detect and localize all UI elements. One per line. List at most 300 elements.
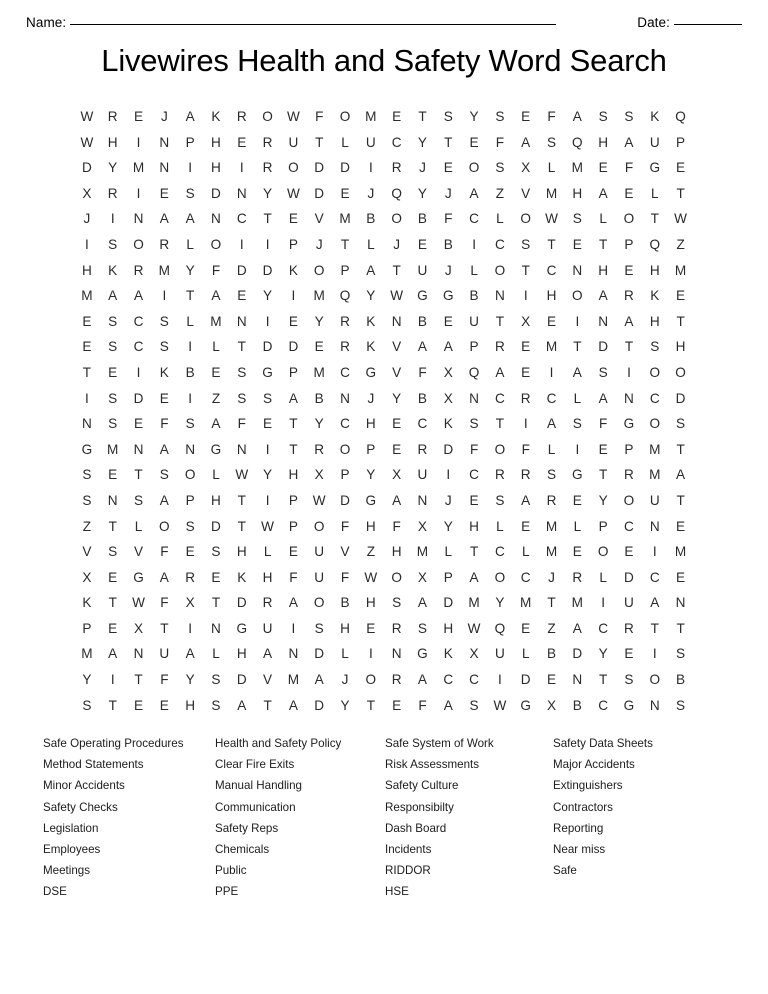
grid-cell[interactable]: N bbox=[417, 492, 428, 508]
word-list-item[interactable]: Major Accidents bbox=[553, 758, 635, 772]
grid-cell[interactable]: I bbox=[652, 544, 657, 560]
grid-cell[interactable]: L bbox=[496, 518, 504, 534]
grid-cell[interactable]: S bbox=[572, 416, 582, 432]
grid-cell[interactable]: U bbox=[649, 134, 660, 150]
grid-cell[interactable]: X bbox=[392, 467, 402, 483]
grid-cell[interactable]: Q bbox=[649, 236, 661, 252]
grid-cell[interactable]: I bbox=[523, 416, 528, 432]
grid-cell[interactable]: D bbox=[572, 646, 583, 662]
grid-cell[interactable]: A bbox=[185, 211, 195, 227]
grid-cell[interactable]: S bbox=[237, 390, 247, 406]
grid-cell[interactable]: N bbox=[107, 492, 118, 508]
grid-cell[interactable]: W bbox=[132, 595, 145, 611]
grid-cell[interactable]: S bbox=[263, 390, 273, 406]
grid-cell[interactable]: U bbox=[159, 646, 170, 662]
grid-cell[interactable]: G bbox=[81, 441, 93, 457]
grid-cell[interactable]: A bbox=[314, 672, 324, 688]
grid-cell[interactable]: O bbox=[339, 441, 351, 457]
grid-cell[interactable]: S bbox=[159, 467, 169, 483]
grid-cell[interactable]: M bbox=[545, 544, 558, 560]
grid-cell[interactable]: U bbox=[494, 646, 505, 662]
grid-cell[interactable]: E bbox=[340, 185, 350, 201]
grid-cell[interactable]: G bbox=[520, 697, 531, 713]
grid-cell[interactable]: I bbox=[110, 672, 115, 688]
grid-cell[interactable]: G bbox=[623, 416, 635, 432]
grid-cell[interactable]: Z bbox=[547, 620, 556, 636]
grid-cell[interactable]: B bbox=[417, 390, 427, 406]
grid-cell[interactable]: V bbox=[82, 544, 92, 560]
grid-cell[interactable]: H bbox=[675, 339, 686, 355]
grid-cell[interactable]: D bbox=[133, 390, 144, 406]
grid-cell[interactable]: E bbox=[108, 569, 118, 585]
grid-cell[interactable]: C bbox=[494, 544, 505, 560]
grid-cell[interactable]: J bbox=[341, 672, 349, 688]
grid-cell[interactable]: A bbox=[211, 288, 221, 304]
grid-cell[interactable]: M bbox=[571, 160, 583, 176]
grid-cell[interactable]: A bbox=[521, 492, 531, 508]
grid-cell[interactable]: D bbox=[236, 595, 247, 611]
grid-cell[interactable]: I bbox=[188, 339, 193, 355]
grid-cell[interactable]: Y bbox=[366, 288, 376, 304]
grid-cell[interactable]: C bbox=[340, 416, 350, 432]
grid-cell[interactable]: O bbox=[623, 211, 635, 227]
grid-cell[interactable]: E bbox=[159, 697, 169, 713]
grid-cell[interactable]: M bbox=[545, 185, 558, 201]
grid-cell[interactable]: A bbox=[443, 339, 453, 355]
grid-cell[interactable]: I bbox=[549, 364, 554, 380]
grid-cell[interactable]: T bbox=[366, 697, 375, 713]
grid-cell[interactable]: E bbox=[288, 544, 298, 560]
grid-cell[interactable]: T bbox=[547, 236, 556, 252]
grid-cell[interactable]: T bbox=[573, 339, 582, 355]
grid-cell[interactable]: C bbox=[236, 211, 247, 227]
grid-cell[interactable]: U bbox=[417, 262, 428, 278]
grid-cell[interactable]: T bbox=[186, 288, 195, 304]
grid-cell[interactable]: T bbox=[521, 262, 530, 278]
grid-cell[interactable]: E bbox=[288, 313, 298, 329]
grid-cell[interactable]: M bbox=[107, 441, 119, 457]
grid-cell[interactable]: J bbox=[444, 185, 452, 201]
word-list-item[interactable]: Contractors bbox=[553, 800, 613, 814]
grid-cell[interactable]: J bbox=[393, 236, 401, 252]
grid-cell[interactable]: S bbox=[443, 109, 453, 124]
grid-cell[interactable]: R bbox=[236, 109, 247, 124]
grid-cell[interactable]: H bbox=[649, 262, 660, 278]
grid-cell[interactable]: D bbox=[340, 492, 350, 508]
grid-cell[interactable]: A bbox=[495, 364, 505, 380]
grid-cell[interactable]: I bbox=[498, 672, 502, 688]
grid-cell[interactable]: A bbox=[288, 390, 298, 406]
grid-cell[interactable]: T bbox=[160, 620, 169, 636]
grid-cell[interactable]: N bbox=[159, 160, 170, 176]
grid-cell[interactable]: E bbox=[572, 544, 582, 560]
grid-cell[interactable]: T bbox=[469, 544, 479, 560]
word-list-item[interactable]: Extinguishers bbox=[553, 779, 623, 793]
grid-cell[interactable]: M bbox=[132, 160, 145, 176]
grid-cell[interactable]: N bbox=[236, 441, 247, 457]
grid-cell[interactable]: N bbox=[598, 313, 609, 329]
grid-cell[interactable]: D bbox=[314, 185, 325, 201]
grid-cell[interactable]: A bbox=[417, 595, 427, 611]
grid-cell[interactable]: T bbox=[444, 134, 453, 150]
grid-cell[interactable]: R bbox=[262, 595, 273, 611]
grid-cell[interactable]: W bbox=[80, 134, 94, 150]
grid-cell[interactable]: S bbox=[314, 620, 324, 636]
grid-cell[interactable]: E bbox=[676, 518, 686, 534]
grid-cell[interactable]: O bbox=[313, 262, 325, 278]
grid-cell[interactable]: I bbox=[85, 390, 89, 406]
grid-cell[interactable]: N bbox=[236, 313, 247, 329]
grid-cell[interactable]: T bbox=[599, 236, 608, 252]
grid-cell[interactable]: L bbox=[599, 211, 607, 227]
grid-cell[interactable]: A bbox=[676, 467, 686, 483]
grid-cell[interactable]: L bbox=[212, 339, 220, 355]
grid-cell[interactable]: O bbox=[597, 544, 609, 560]
grid-cell[interactable]: J bbox=[315, 236, 323, 252]
grid-cell[interactable]: E bbox=[237, 134, 247, 150]
grid-cell[interactable]: R bbox=[624, 288, 634, 304]
word-list-item[interactable]: Chemicals bbox=[215, 842, 270, 856]
grid-cell[interactable]: S bbox=[495, 492, 505, 508]
grid-cell[interactable]: E bbox=[572, 492, 582, 508]
grid-cell[interactable]: C bbox=[598, 697, 609, 713]
grid-cell[interactable]: D bbox=[314, 160, 325, 176]
grid-cell[interactable]: P bbox=[82, 620, 92, 636]
grid-cell[interactable]: E bbox=[133, 697, 144, 713]
grid-cell[interactable]: F bbox=[160, 544, 169, 560]
grid-cell[interactable]: E bbox=[624, 262, 634, 278]
grid-cell[interactable]: T bbox=[599, 672, 608, 688]
grid-cell[interactable]: W bbox=[390, 288, 404, 304]
grid-cell[interactable]: S bbox=[417, 620, 427, 636]
grid-cell[interactable]: R bbox=[107, 185, 118, 201]
grid-cell[interactable]: R bbox=[262, 134, 273, 150]
grid-cell[interactable]: J bbox=[419, 160, 426, 176]
grid-cell[interactable]: S bbox=[624, 672, 634, 688]
grid-cell[interactable]: D bbox=[236, 262, 247, 278]
grid-cell[interactable]: Y bbox=[495, 595, 505, 611]
grid-cell[interactable]: B bbox=[443, 236, 453, 252]
grid-cell[interactable]: T bbox=[495, 416, 505, 432]
grid-cell[interactable]: J bbox=[548, 569, 555, 585]
grid-cell[interactable]: S bbox=[108, 544, 118, 560]
grid-cell[interactable]: I bbox=[136, 185, 141, 201]
grid-cell[interactable]: H bbox=[262, 569, 273, 585]
grid-cell[interactable]: D bbox=[443, 441, 454, 457]
grid-cell[interactable]: W bbox=[286, 109, 300, 124]
grid-cell[interactable]: F bbox=[340, 569, 350, 585]
grid-cell[interactable]: S bbox=[108, 390, 118, 406]
grid-cell[interactable]: E bbox=[624, 646, 634, 662]
grid-cell[interactable]: V bbox=[392, 364, 402, 380]
grid-cell[interactable]: J bbox=[367, 185, 375, 201]
grid-cell[interactable]: U bbox=[624, 595, 634, 611]
grid-cell[interactable]: F bbox=[418, 697, 427, 713]
grid-cell[interactable]: C bbox=[546, 390, 557, 406]
grid-cell[interactable]: E bbox=[676, 569, 686, 585]
grid-cell[interactable]: T bbox=[211, 595, 221, 611]
word-list-item[interactable]: Manual Handling bbox=[215, 779, 303, 793]
grid-cell[interactable]: P bbox=[185, 492, 195, 508]
grid-cell[interactable]: C bbox=[340, 364, 350, 380]
grid-cell[interactable]: I bbox=[472, 236, 476, 252]
word-list-item[interactable]: Near miss bbox=[553, 842, 606, 856]
grid-cell[interactable]: Y bbox=[366, 467, 376, 483]
grid-cell[interactable]: E bbox=[237, 288, 247, 304]
grid-cell[interactable]: C bbox=[469, 467, 479, 483]
grid-cell[interactable]: L bbox=[134, 518, 143, 534]
word-list-item[interactable]: Incidents bbox=[385, 842, 432, 856]
grid-cell[interactable]: K bbox=[159, 364, 169, 380]
grid-cell[interactable]: G bbox=[417, 646, 428, 662]
grid-cell[interactable]: D bbox=[314, 646, 325, 662]
grid-cell[interactable]: D bbox=[314, 697, 325, 713]
grid-cell[interactable]: A bbox=[366, 262, 376, 278]
grid-cell[interactable]: A bbox=[263, 646, 273, 662]
grid-cell[interactable]: M bbox=[365, 109, 377, 124]
grid-cell[interactable]: V bbox=[314, 211, 324, 227]
grid-cell[interactable]: T bbox=[650, 211, 659, 227]
grid-cell[interactable]: E bbox=[624, 544, 634, 560]
grid-cell[interactable]: K bbox=[288, 262, 298, 278]
grid-cell[interactable]: Y bbox=[263, 185, 273, 201]
grid-cell[interactable]: P bbox=[288, 518, 298, 534]
grid-cell[interactable]: A bbox=[546, 416, 557, 432]
grid-cell[interactable]: H bbox=[443, 620, 454, 636]
grid-cell[interactable]: L bbox=[573, 390, 582, 406]
grid-cell[interactable]: Y bbox=[185, 262, 195, 278]
grid-cell[interactable]: Z bbox=[211, 390, 221, 406]
grid-cell[interactable]: D bbox=[236, 672, 247, 688]
grid-cell[interactable]: L bbox=[521, 646, 530, 662]
grid-cell[interactable]: K bbox=[650, 109, 660, 124]
word-list-item[interactable]: Dash Board bbox=[385, 821, 447, 835]
word-list-item[interactable]: Public bbox=[215, 864, 247, 878]
grid-cell[interactable]: I bbox=[162, 288, 167, 304]
grid-cell[interactable]: E bbox=[366, 620, 376, 636]
grid-cell[interactable]: S bbox=[676, 646, 686, 662]
grid-cell[interactable]: E bbox=[598, 441, 608, 457]
grid-cell[interactable]: L bbox=[573, 518, 582, 534]
grid-cell[interactable]: L bbox=[212, 646, 220, 662]
grid-cell[interactable]: T bbox=[237, 492, 246, 508]
grid-cell[interactable]: L bbox=[470, 262, 478, 278]
grid-cell[interactable]: O bbox=[133, 236, 144, 252]
grid-cell[interactable]: D bbox=[443, 595, 454, 611]
grid-cell[interactable]: N bbox=[133, 646, 144, 662]
grid-cell[interactable]: M bbox=[520, 595, 532, 611]
grid-cell[interactable]: S bbox=[598, 364, 608, 380]
grid-cell[interactable]: E bbox=[546, 672, 557, 688]
grid-cell[interactable]: E bbox=[108, 620, 118, 636]
grid-cell[interactable]: P bbox=[288, 492, 298, 508]
grid-cell[interactable]: H bbox=[546, 288, 557, 304]
grid-cell[interactable]: I bbox=[291, 620, 296, 636]
grid-cell[interactable]: V bbox=[133, 544, 144, 560]
grid-cell[interactable]: F bbox=[495, 134, 505, 150]
grid-cell[interactable]: C bbox=[469, 672, 479, 688]
grid-cell[interactable]: O bbox=[675, 364, 686, 380]
grid-cell[interactable]: B bbox=[572, 697, 582, 713]
grid-cell[interactable]: E bbox=[288, 211, 298, 227]
grid-cell[interactable]: N bbox=[572, 262, 583, 278]
word-list-item[interactable]: PPE bbox=[215, 885, 239, 899]
grid-cell[interactable]: M bbox=[649, 441, 661, 457]
grid-cell[interactable]: Y bbox=[82, 672, 92, 688]
grid-cell[interactable]: O bbox=[468, 160, 480, 176]
grid-cell[interactable]: M bbox=[416, 544, 429, 560]
grid-cell[interactable]: E bbox=[417, 236, 427, 252]
grid-cell[interactable]: F bbox=[315, 109, 324, 124]
grid-cell[interactable]: S bbox=[392, 595, 402, 611]
grid-cell[interactable]: O bbox=[649, 416, 661, 432]
grid-cell[interactable]: M bbox=[674, 262, 687, 278]
grid-cell[interactable]: B bbox=[366, 211, 376, 227]
grid-cell[interactable]: F bbox=[160, 416, 169, 432]
grid-cell[interactable]: N bbox=[391, 646, 402, 662]
grid-cell[interactable]: P bbox=[340, 262, 350, 278]
grid-cell[interactable]: P bbox=[443, 569, 453, 585]
grid-cell[interactable]: L bbox=[599, 569, 607, 585]
grid-cell[interactable]: N bbox=[81, 416, 92, 432]
grid-cell[interactable]: H bbox=[340, 620, 350, 636]
grid-cell[interactable]: Q bbox=[339, 288, 351, 304]
grid-cell[interactable]: C bbox=[133, 339, 144, 355]
grid-cell[interactable]: N bbox=[288, 646, 299, 662]
grid-cell[interactable]: O bbox=[572, 288, 583, 304]
grid-cell[interactable]: I bbox=[601, 595, 606, 611]
grid-cell[interactable]: H bbox=[211, 492, 221, 508]
grid-cell[interactable]: S bbox=[82, 467, 92, 483]
grid-cell[interactable]: E bbox=[676, 160, 686, 176]
grid-cell[interactable]: S bbox=[469, 416, 479, 432]
grid-cell[interactable]: C bbox=[391, 134, 402, 150]
grid-cell[interactable]: O bbox=[313, 595, 325, 611]
grid-cell[interactable]: N bbox=[649, 518, 660, 534]
grid-cell[interactable]: A bbox=[417, 672, 427, 688]
grid-cell[interactable]: H bbox=[649, 313, 660, 329]
grid-cell[interactable]: N bbox=[624, 390, 634, 406]
grid-cell[interactable]: X bbox=[521, 313, 531, 329]
grid-cell[interactable]: B bbox=[417, 211, 427, 227]
grid-cell[interactable]: E bbox=[82, 313, 92, 329]
grid-cell[interactable]: I bbox=[265, 492, 270, 508]
grid-cell[interactable]: I bbox=[291, 288, 296, 304]
grid-cell[interactable]: K bbox=[82, 595, 92, 611]
grid-cell[interactable]: Y bbox=[417, 185, 427, 201]
grid-cell[interactable]: G bbox=[649, 160, 661, 176]
grid-cell[interactable]: A bbox=[159, 441, 169, 457]
grid-cell[interactable]: F bbox=[599, 416, 608, 432]
grid-cell[interactable]: L bbox=[341, 646, 349, 662]
grid-cell[interactable]: D bbox=[520, 672, 531, 688]
word-list-item[interactable]: Communication bbox=[215, 800, 296, 814]
grid-cell[interactable]: A bbox=[650, 595, 660, 611]
word-list-item[interactable]: Safety Data Sheets bbox=[553, 737, 653, 750]
word-list-item[interactable]: HSE bbox=[385, 885, 409, 899]
grid-cell[interactable]: N bbox=[133, 211, 144, 227]
grid-cell[interactable]: I bbox=[265, 441, 270, 457]
grid-cell[interactable]: U bbox=[314, 569, 325, 585]
grid-cell[interactable]: A bbox=[159, 569, 169, 585]
grid-cell[interactable]: U bbox=[469, 313, 479, 329]
grid-cell[interactable]: R bbox=[262, 160, 273, 176]
grid-cell[interactable]: G bbox=[623, 697, 635, 713]
grid-cell[interactable]: L bbox=[521, 544, 530, 560]
grid-cell[interactable]: M bbox=[545, 339, 558, 355]
grid-cell[interactable]: E bbox=[82, 339, 92, 355]
word-list-item[interactable]: Meetings bbox=[43, 864, 91, 878]
grid-cell[interactable]: O bbox=[339, 109, 351, 124]
word-list-item[interactable]: Method Statements bbox=[43, 758, 144, 772]
word-list-item[interactable]: Safe bbox=[553, 864, 577, 878]
grid-cell[interactable]: W bbox=[545, 211, 558, 227]
grid-cell[interactable]: W bbox=[467, 620, 481, 636]
grid-cell[interactable]: M bbox=[649, 467, 661, 483]
grid-cell[interactable]: Y bbox=[263, 288, 273, 304]
grid-cell[interactable]: S bbox=[159, 313, 169, 329]
grid-cell[interactable]: N bbox=[391, 313, 402, 329]
grid-cell[interactable]: B bbox=[314, 390, 324, 406]
grid-cell[interactable]: T bbox=[289, 441, 298, 457]
word-list-item[interactable]: Clear Fire Exits bbox=[215, 758, 295, 772]
grid-cell[interactable]: A bbox=[469, 185, 479, 201]
grid-cell[interactable]: T bbox=[82, 364, 92, 380]
grid-cell[interactable]: E bbox=[521, 339, 531, 355]
grid-cell[interactable]: P bbox=[469, 339, 479, 355]
grid-cell[interactable]: H bbox=[391, 544, 402, 560]
grid-cell[interactable]: D bbox=[81, 160, 92, 176]
grid-cell[interactable]: H bbox=[572, 185, 583, 201]
grid-cell[interactable]: D bbox=[211, 185, 221, 201]
grid-cell[interactable]: O bbox=[391, 211, 402, 227]
word-list-item[interactable]: Reporting bbox=[553, 821, 604, 835]
grid-cell[interactable]: F bbox=[547, 109, 556, 124]
grid-cell[interactable]: Q bbox=[675, 109, 686, 124]
grid-cell[interactable]: R bbox=[520, 390, 531, 406]
grid-cell[interactable]: U bbox=[417, 467, 428, 483]
grid-cell[interactable]: W bbox=[80, 109, 94, 124]
grid-cell[interactable]: T bbox=[418, 109, 427, 124]
grid-cell[interactable]: J bbox=[444, 492, 452, 508]
grid-cell[interactable]: R bbox=[417, 441, 428, 457]
grid-cell[interactable]: S bbox=[676, 697, 686, 713]
word-list-item[interactable]: Safety Culture bbox=[385, 779, 459, 793]
grid-cell[interactable]: A bbox=[108, 288, 118, 304]
grid-cell[interactable]: C bbox=[494, 390, 505, 406]
grid-cell[interactable]: T bbox=[676, 441, 685, 457]
grid-cell[interactable]: X bbox=[314, 467, 324, 483]
grid-cell[interactable]: R bbox=[494, 339, 505, 355]
grid-cell[interactable]: L bbox=[341, 134, 349, 150]
grid-cell[interactable]: R bbox=[185, 569, 196, 585]
grid-cell[interactable]: M bbox=[81, 288, 93, 304]
grid-cell[interactable]: S bbox=[624, 109, 634, 124]
word-list-item[interactable]: Safe System of Work bbox=[385, 737, 494, 750]
grid-cell[interactable]: Y bbox=[598, 492, 608, 508]
word-list-item[interactable]: Safety Reps bbox=[215, 821, 279, 835]
grid-cell[interactable]: G bbox=[417, 288, 428, 304]
grid-cell[interactable]: C bbox=[417, 416, 428, 432]
grid-cell[interactable]: I bbox=[523, 288, 528, 304]
grid-cell[interactable]: A bbox=[572, 109, 582, 124]
grid-cell[interactable]: I bbox=[446, 467, 451, 483]
grid-cell[interactable]: C bbox=[469, 211, 479, 227]
grid-cell[interactable]: I bbox=[627, 364, 631, 380]
grid-cell[interactable]: M bbox=[545, 518, 558, 534]
grid-cell[interactable]: U bbox=[288, 134, 299, 150]
grid-cell[interactable]: I bbox=[188, 620, 193, 636]
